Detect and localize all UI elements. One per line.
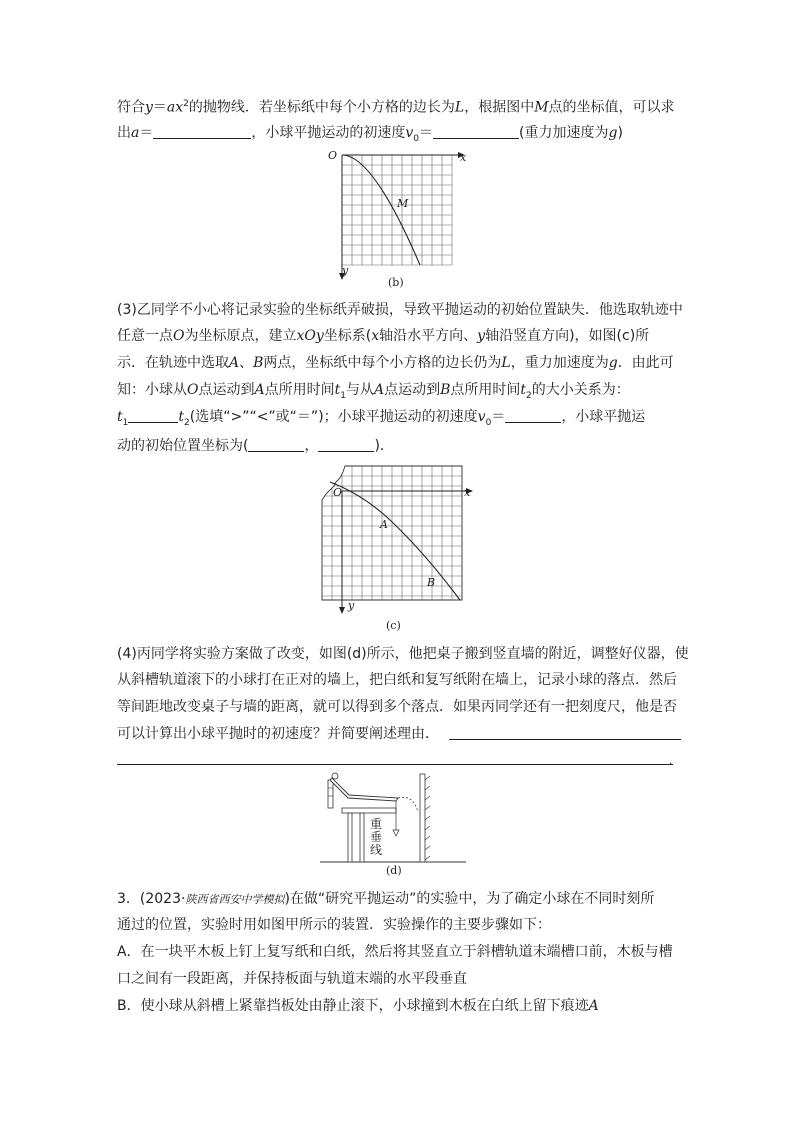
- q2-line-1: 符合$y=ax^2$的抛物线．若坐标纸中每个小方格的边长为L，根据图中M点的坐标值，可以求: [117, 99, 675, 116]
- q3-line-1: (3)乙同学不小心将记录实验的坐标纸弄破损，导致平抛运动的初始位置缺失．他选取轨迹中: [117, 302, 683, 318]
- table-top: [342, 808, 396, 813]
- y-axis-label: y: [342, 264, 349, 277]
- answer-blank-reason-2[interactable]: [117, 764, 673, 765]
- origin-label: O: [328, 149, 338, 162]
- trajectory-curve: [342, 155, 420, 265]
- q3-line-4: 知：小球从O点运动到A点所用时间$t_1$与从A点运动到B点所用时间$t_2$的大小关系为：: [117, 382, 630, 401]
- answer-blank-v0-c[interactable]: [505, 408, 561, 423]
- q4-line-4: 可以计算出小球平抛时的初速度？并简要阐述理由．: [117, 724, 681, 744]
- answer-blank-v0[interactable]: [433, 124, 519, 139]
- q5-line-4: 口之间有一段距离，并保持板面与轨道末端的水平段垂直: [117, 971, 467, 987]
- ramp-stand: [328, 780, 333, 808]
- figure-c-caption: (c): [386, 619, 401, 632]
- point-m-label: M: [397, 197, 409, 210]
- wall: [420, 774, 425, 862]
- x-axis-label: x: [464, 486, 471, 499]
- figure-b-caption: (b): [388, 276, 404, 289]
- q3-line-3: 示．在轨迹中选取A、B两点，坐标纸中每个小方格的边长仍为L，重力加速度为g．由此可: [117, 355, 674, 371]
- q4-line-3: 等间距地改变桌子与墙的距离，就可以得到多个落点．如果丙同学还有一把刻度尺，他是否: [117, 699, 677, 715]
- figure-d-caption: (d): [386, 864, 402, 877]
- plumb-bob: [393, 830, 399, 836]
- q2-line-2: 出a＝ ，小球平抛运动的初速度$v_0=$ (重力加速度为g): [117, 125, 623, 144]
- q3-line-5: $t_1$ $t_2$(选填“>”“<”或“＝”)；小球平抛运动的初速度$v_0=$ ，小球平抛运: [117, 409, 646, 428]
- q4-line-1: (4)丙同学将实验方案做了改变，如图(d)所示，他把桌子搬到竖直墙的附近，调整好仪器，使: [117, 646, 689, 662]
- x-axis-label: x: [460, 151, 467, 164]
- plumb-line-label: 重 垂 线: [370, 817, 383, 857]
- answer-blank-reason-1[interactable]: [449, 725, 681, 740]
- answer-blank-y0[interactable]: [318, 437, 374, 452]
- figure-d: [318, 768, 468, 878]
- point-b-label: B: [427, 576, 436, 589]
- trajectory-dashed: [398, 797, 418, 812]
- figure-c-grid: [312, 458, 482, 638]
- origin-label: O: [333, 486, 343, 499]
- ball: [332, 773, 338, 779]
- q5-line-2: 通过的位置，实验时用如图甲所示的装置．实验操作的主要步骤如下：: [117, 917, 551, 933]
- answer-blank-x0[interactable]: [248, 437, 304, 452]
- q5-line-3: A．在一块平木板上钉上复写纸和白纸，然后将其竖直立于斜槽轨道末端槽口前，木板与槽: [117, 944, 673, 960]
- point-a-label: A: [380, 518, 388, 531]
- answer-blank-a[interactable]: [153, 124, 251, 139]
- q4-line-2: 从斜槽轨道滚下的小球打在正对的墙上，把白纸和复写纸附在墙上，记录小球的落点．然后: [117, 672, 677, 688]
- q5-line-1: 3．(2023·陕西省西安中学模拟)在做“研究平抛运动”的实验中，为了确定小球在不同时刻所: [117, 891, 655, 907]
- trajectory-curve: [330, 482, 460, 600]
- figure-c: [312, 458, 482, 638]
- q3-line-6: 动的初始位置坐标为( ， )．: [117, 438, 394, 454]
- q5-line-5: B．使小球从斜槽上紧靠挡板处由静止滚下，小球撞到木板在白纸上留下痕迹A: [117, 998, 599, 1014]
- answer-blank-compare[interactable]: [128, 408, 178, 423]
- line-end-dot: .: [669, 754, 673, 767]
- figure-b: [320, 148, 480, 288]
- y-axis-label: y: [348, 599, 355, 612]
- inclined-track: [330, 778, 398, 801]
- q3-line-2: 任意一点O为坐标原点，建立xOy坐标系(x轴沿水平方向、y轴沿竖直方向)，如图(c)所: [117, 328, 650, 344]
- figure-d-drawing: [318, 768, 468, 878]
